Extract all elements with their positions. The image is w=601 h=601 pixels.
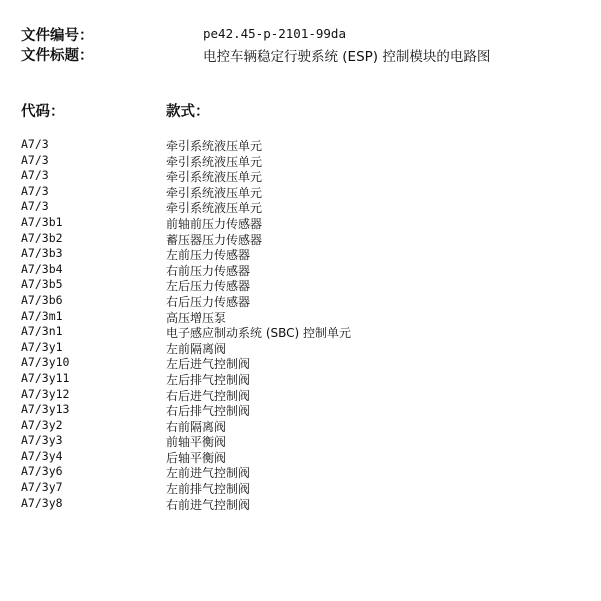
table-row <box>21 387 581 403</box>
document-title-value: 电控车辆稳定行驶系统 (ESP) 控制模块的电路图 <box>203 49 491 65</box>
component-description: 左后压力传感器 <box>166 279 251 294</box>
component-code: A7/3y8 <box>21 495 63 510</box>
component-code: A7/3n1 <box>21 324 63 339</box>
document-number-value: pe42.45-p-2101-99da <box>203 26 346 41</box>
document-title-label: 文件标题： <box>21 48 94 64</box>
table-row <box>21 231 581 247</box>
component-description: 左后排气控制阀 <box>166 372 251 387</box>
component-code: A7/3 <box>21 152 49 167</box>
table-row <box>21 371 581 387</box>
component-description: 右前隔离阀 <box>166 419 227 434</box>
component-description: 左后进气控制阀 <box>166 357 251 372</box>
component-description: 左前排气控制阀 <box>166 482 251 497</box>
table-row <box>21 324 581 340</box>
component-description: 右后排气控制阀 <box>166 404 251 419</box>
component-description: 左前进气控制阀 <box>166 466 251 481</box>
component-code: A7/3b3 <box>21 246 63 261</box>
component-code: A7/3y7 <box>21 480 63 495</box>
component-description: 右后压力传感器 <box>166 294 251 309</box>
table-row <box>21 433 581 449</box>
component-code: A7/3b4 <box>21 261 63 276</box>
component-code: A7/3b6 <box>21 292 63 307</box>
style-column-header: 款式： <box>166 104 210 120</box>
component-description: 左前隔离阀 <box>166 341 227 356</box>
component-description: 牵引系统液压单元 <box>166 154 263 169</box>
table-row <box>21 277 581 293</box>
component-code: A7/3m1 <box>21 308 63 323</box>
component-description: 高压增压泵 <box>166 310 227 325</box>
component-description: 电子感应制动系统 (SBC) 控制单元 <box>166 326 352 341</box>
table-row <box>21 496 581 512</box>
component-code: A7/3y6 <box>21 464 63 479</box>
component-code: A7/3y12 <box>21 386 70 401</box>
table-row <box>21 137 581 153</box>
table-row <box>21 355 581 371</box>
component-description: 右前进气控制阀 <box>166 497 251 512</box>
table-row <box>21 480 581 496</box>
table-row <box>21 402 581 418</box>
component-code: A7/3 <box>21 137 49 151</box>
table-row <box>21 262 581 278</box>
component-code: A7/3y10 <box>21 355 70 370</box>
table-row <box>21 449 581 465</box>
component-description: 前轴前压力传感器 <box>166 216 263 231</box>
component-description: 后轴平衡阀 <box>166 450 227 465</box>
component-code: A7/3y1 <box>21 339 63 354</box>
component-code: A7/3b2 <box>21 230 63 245</box>
component-description: 牵引系统液压单元 <box>166 201 263 216</box>
component-description: 左前压力传感器 <box>166 248 251 263</box>
component-list <box>21 137 581 511</box>
table-row <box>21 418 581 434</box>
component-code: A7/3 <box>21 199 49 214</box>
table-row <box>21 464 581 480</box>
component-code: A7/3y3 <box>21 433 63 448</box>
component-description: 牵引系统液压单元 <box>166 185 263 200</box>
table-row <box>21 309 581 325</box>
table-row <box>21 215 581 231</box>
component-code: A7/3y11 <box>21 370 70 385</box>
table-row <box>21 184 581 200</box>
component-description: 右后进气控制阀 <box>166 388 251 403</box>
table-row <box>21 340 581 356</box>
component-description: 牵引系统液压单元 <box>166 170 263 185</box>
table-row <box>21 246 581 262</box>
component-code: A7/3 <box>21 168 49 183</box>
component-code: A7/3 <box>21 183 49 198</box>
table-row <box>21 168 581 184</box>
component-code: A7/3y2 <box>21 417 63 432</box>
component-code: A7/3y4 <box>21 448 63 463</box>
component-description: 前轴平衡阀 <box>166 435 227 450</box>
table-row <box>21 293 581 309</box>
code-column-header: 代码： <box>21 104 65 120</box>
component-code: A7/3y13 <box>21 402 70 417</box>
table-row <box>21 199 581 215</box>
document-number-label: 文件编号： <box>21 28 94 44</box>
component-description: 蓄压器压力传感器 <box>166 232 263 247</box>
component-code: A7/3b1 <box>21 214 63 229</box>
table-row <box>21 153 581 169</box>
component-description: 右前压力传感器 <box>166 263 251 278</box>
component-description: 牵引系统液压单元 <box>166 139 263 153</box>
component-code: A7/3b5 <box>21 277 63 292</box>
